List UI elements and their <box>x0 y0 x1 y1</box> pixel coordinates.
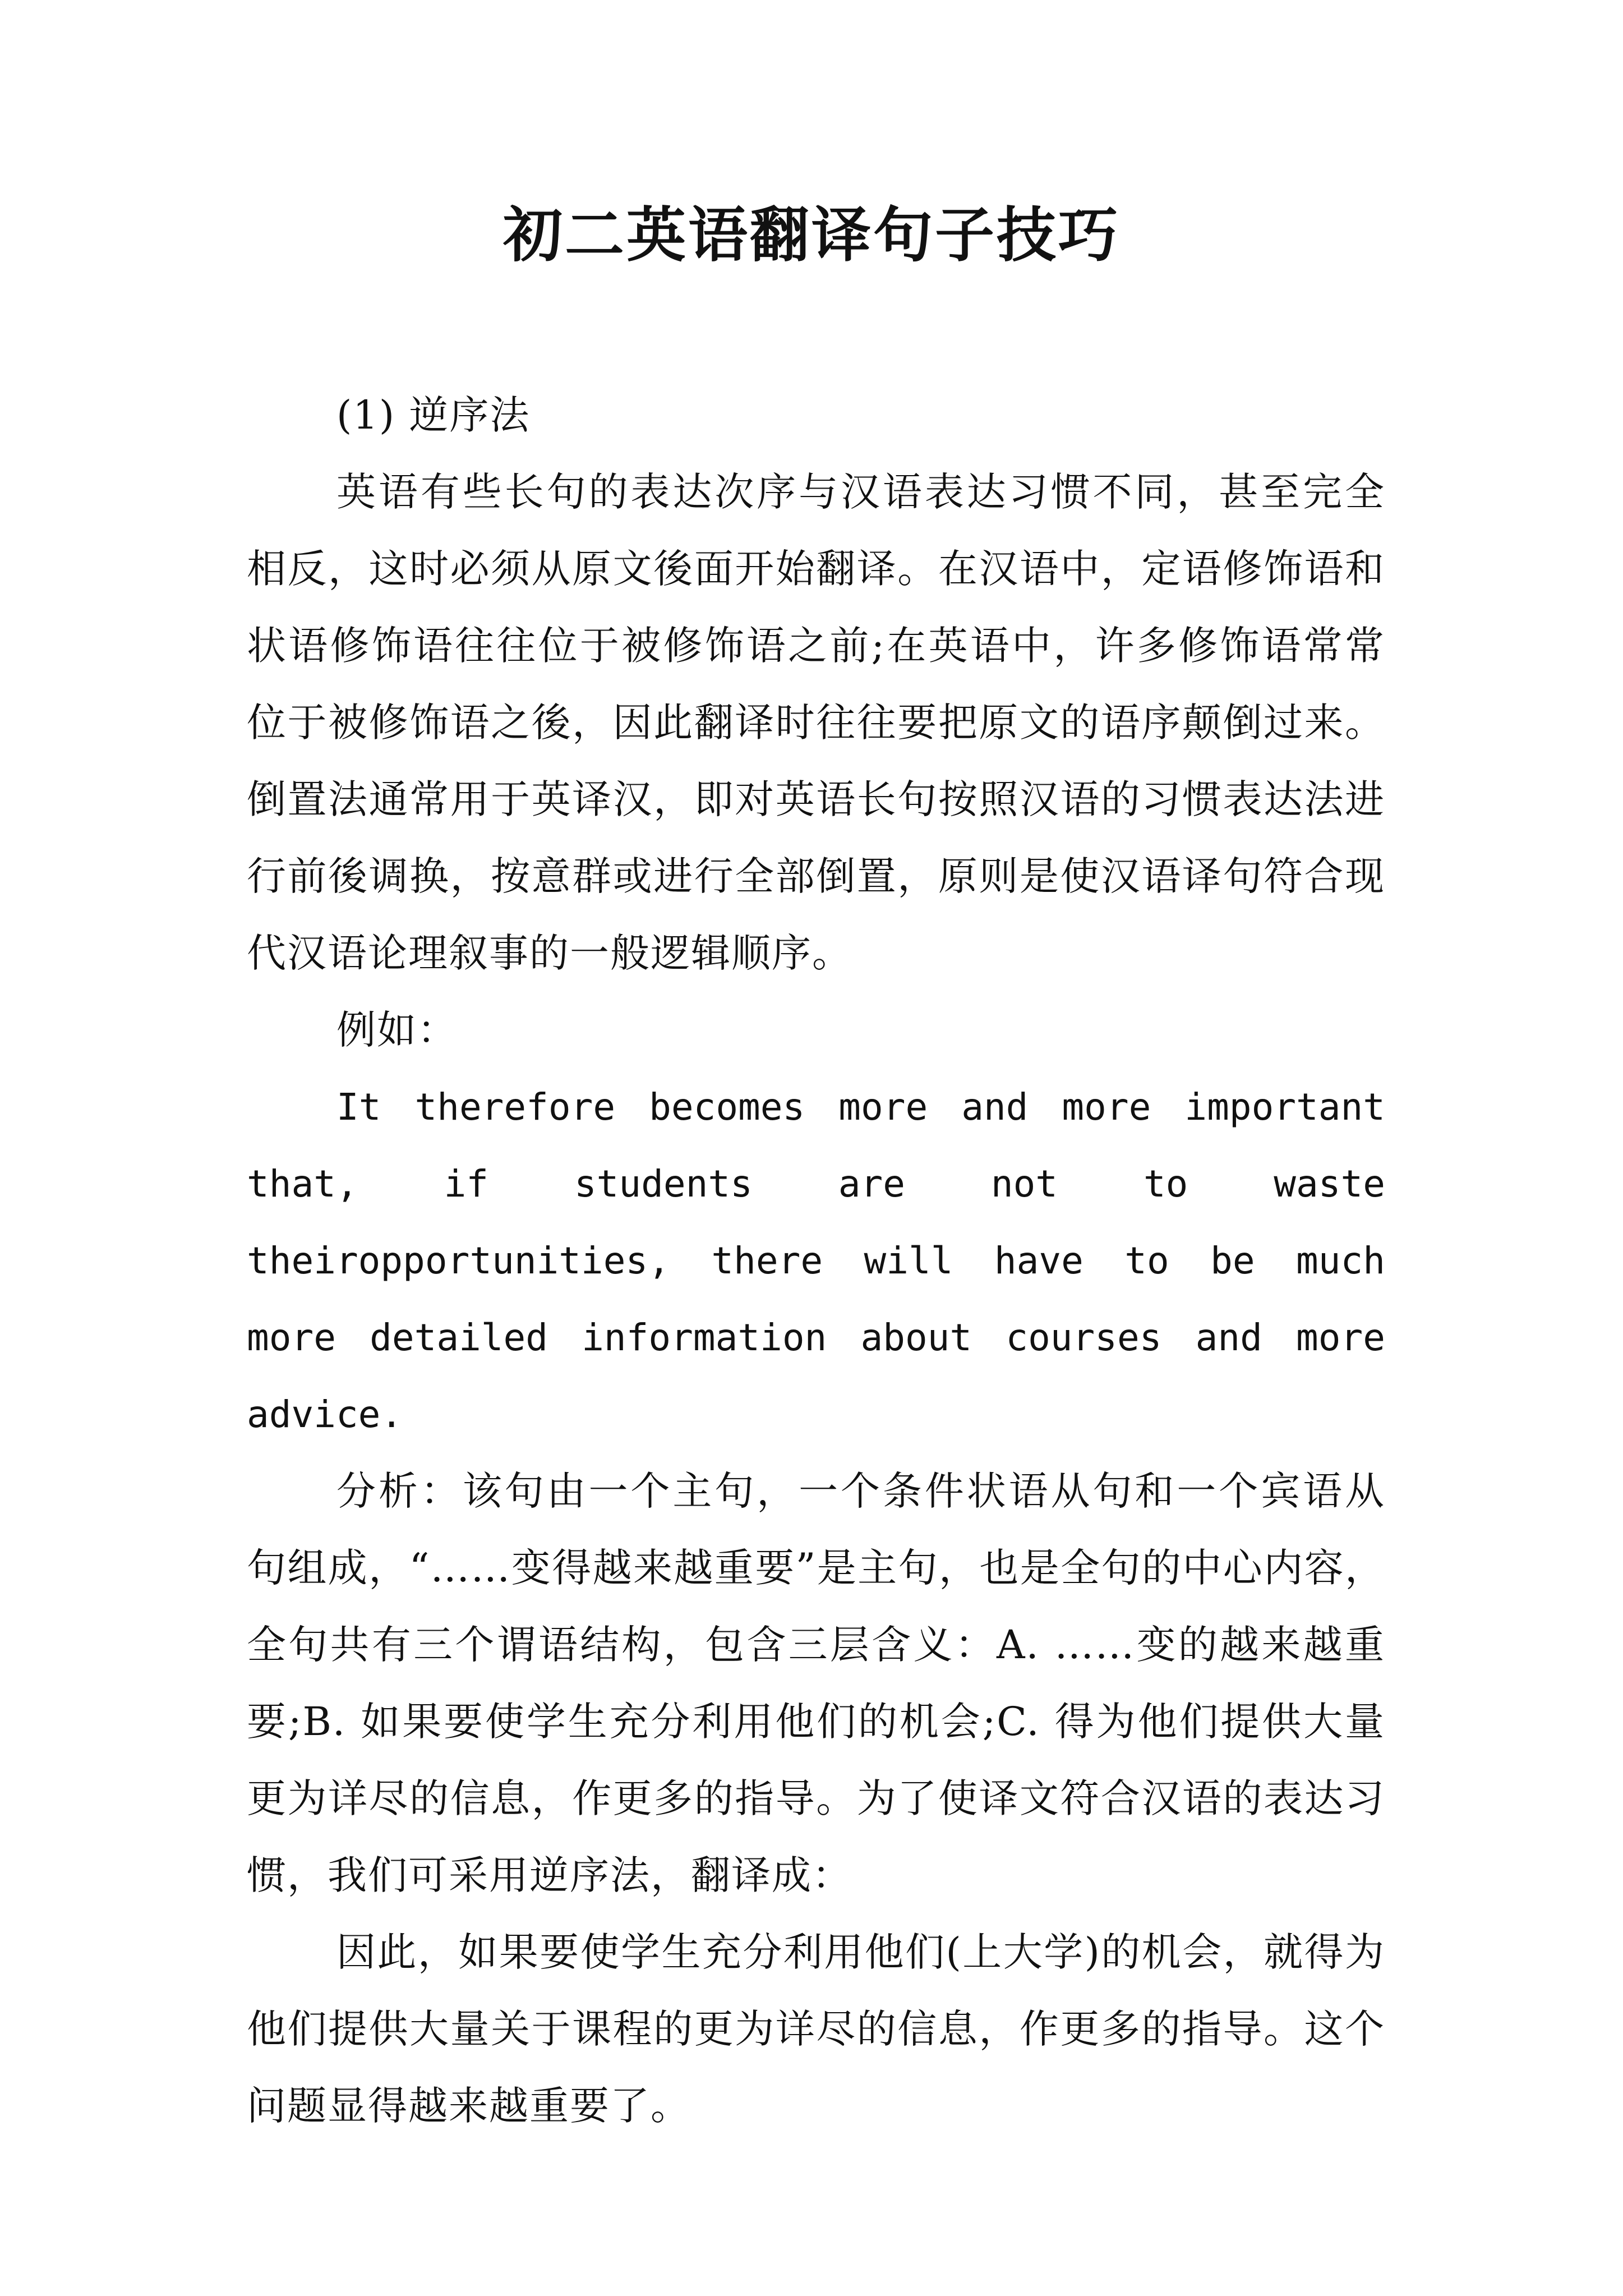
paragraph-english-example: It therefore becomes more and more important that, if students are not to waste theiropportunities, there will have to be much more detailed information about courses and more advice. <box>247 1085 1385 1436</box>
section-heading: (1) 逆序法 <box>336 392 531 438</box>
document-title: 初二英语翻译句子技巧 <box>503 201 1120 270</box>
document-body <box>247 377 1385 2145</box>
paragraph-example-label: 例如： <box>336 1007 458 1053</box>
paragraph-analysis: 分析：该句由一个主句，一个条件状语从句和一个宾语从句组成，“……变得越来越重要”是主句，也是全句的中心内容，全句共有三个谓语结构，包含三层含义：A. ……变的越来越重要;B. 如果要使学生充分利用他们的机会;C. 得为他们提供大量更为详尽的信息，作更多的指导。为了使译文符合汉语的表达习惯，我们可采用逆序法，翻译成： <box>247 1468 1385 1898</box>
paragraph-translation: 因此，如果要使学生充分利用他们(上大学)的机会，就得为他们提供大量关于课程的更为详尽的信息，作更多的指导。这个问题显得越来越重要了。 <box>247 1929 1385 2129</box>
paragraph-intro: 英语有些长句的表达次序与汉语表达习惯不同，甚至完全相反，这时必须从原文後面开始翻译。在汉语中，定语修饰语和状语修饰语往往位于被修饰语之前;在英语中，许多修饰语常常位于被修饰语之後，因此翻译时往往要把原文的语序颠倒过来。倒置法通常用于英译汉，即对英语长句按照汉语的习惯表达法进行前後调换，按意群或进行全部倒置，原则是使汉语译句符合现代汉语论理叙事的一般逻辑顺序。 <box>247 469 1385 976</box>
